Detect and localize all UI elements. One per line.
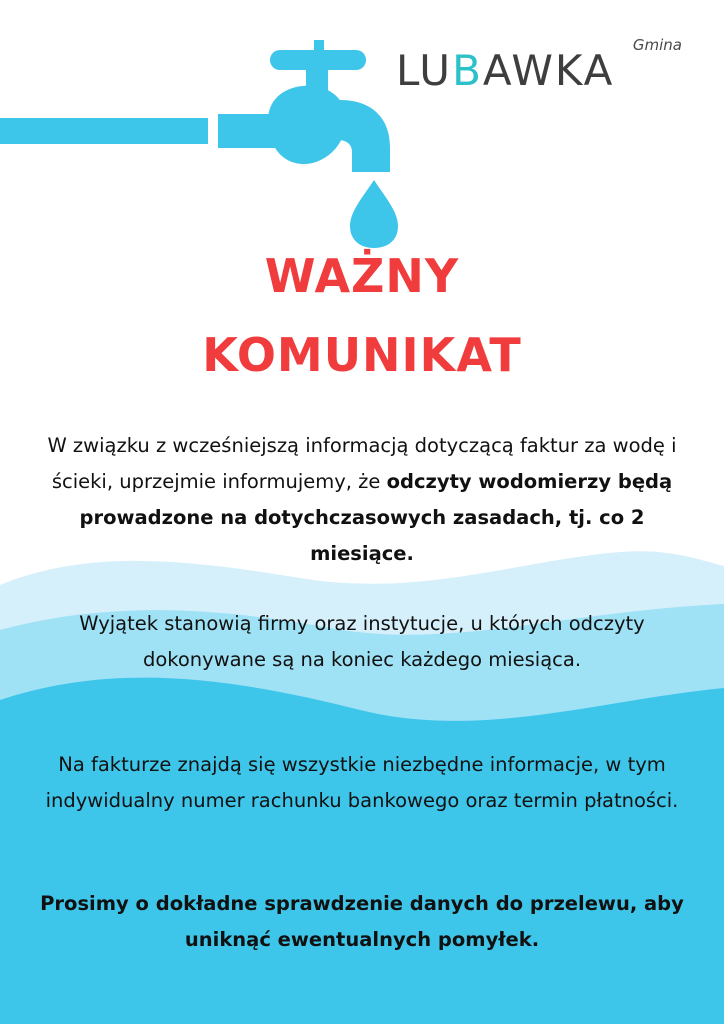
paragraph-reading-schedule	[40, 428, 684, 572]
title-line-1: WAŻNY	[264, 249, 460, 303]
water-faucet-icon	[0, 40, 390, 172]
title-line-2: KOMUNIKAT	[202, 328, 522, 382]
paragraph-1-normal: W związku z wcześniejszą informacją dotyczącą faktur za wodę i ścieki, uprzejmie informujemy, że	[47, 434, 677, 493]
logo-right: AWKA	[482, 46, 615, 95]
municipality-logo	[396, 36, 688, 108]
logo-left: LU	[396, 46, 453, 95]
logo-heart-letter: B	[452, 46, 483, 95]
paragraph-request: Prosimy o dokładne sprawdzenie danych do przelewu, aby uniknąć ewentualnych pomyłek.	[40, 892, 684, 951]
logo-gmina-label: Gmina	[632, 36, 682, 54]
logo-wordmark	[396, 46, 615, 95]
water-drop-icon	[350, 180, 398, 248]
paragraph-exception: Wyjątek stanowią firmy oraz instytucje, u których odczyty dokonywane są na koniec każdego miesiąca.	[79, 612, 645, 671]
paragraph-invoice-info: Na fakturze znajdą się wszystkie niezbędne informacje, w tym indywidualny numer rachunku bankowego oraz termin płatności.	[45, 753, 679, 812]
paragraph-1-bold: odczyty wodomierzy będą prowadzone na dotychczasowych zasadach, tj. co 2 miesiące.	[79, 470, 673, 565]
